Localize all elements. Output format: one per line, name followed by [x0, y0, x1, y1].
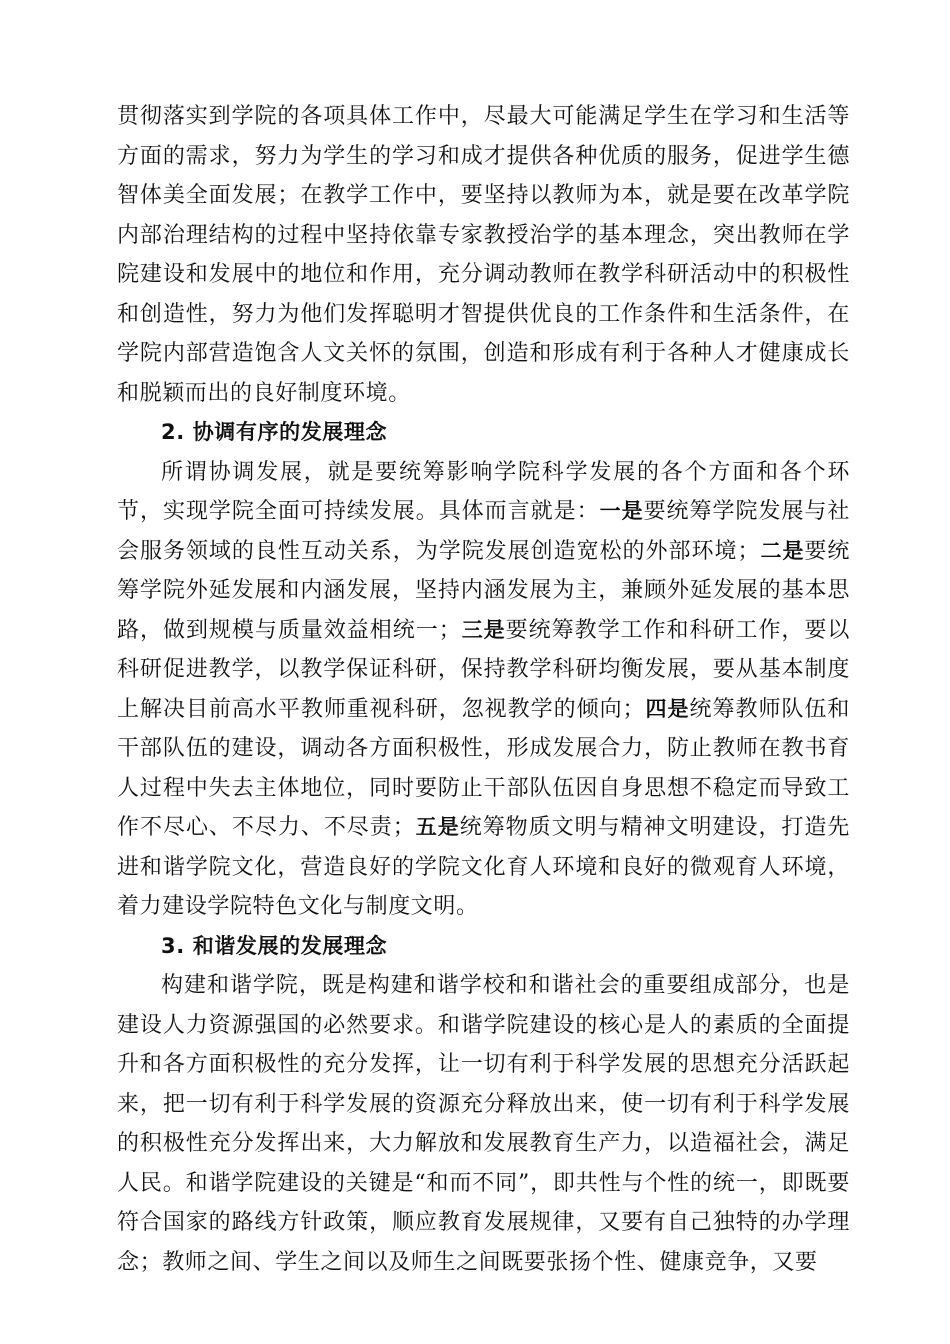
- point-third-text: 要统筹教学工作和科研工作，要以科研促进教学，以教学保证科研，保持教学科研均衡发展，要从基本制度上解决目前高水平教师重视科研，忽视教学的倾向；: [117, 617, 850, 722]
- point-second-text: 要统筹学院外延发展和内涵发展，坚持内涵发展为主，兼顾外延发展的基本思路，做到规模与质量效益相统一；: [117, 538, 851, 643]
- paragraph-student-service: 贯彻落实到学院的各项具体工作中，尽最大可能满足学生在学习和生活等方面的需求，努力为学生的学习和成才提供各种优质的服务，促进学生德智体美全面发展；在教学工作中，要坚持以教师为本，就是要在改革学院内部治理结构的过程中坚持依靠专家教授治学的基本理念，突出教师在学院建设和发展中的地位和作用，充分调动教师在教学科研活动中的积极性和创造性，努力为他们发挥聪明才智提供优良的工作条件和生活条件，在学院内部营造饱含人文关怀的氛围，创造和形成有利于各种人才健康成长和脱颖而出的良好制度环境。: [117, 104, 850, 406]
- keyword-fifth: 五是: [415, 815, 460, 839]
- paragraph-coordinated-development: [117, 453, 850, 927]
- keyword-first: 一是: [599, 499, 644, 523]
- section-heading-harmonious-development: 3. 和谐发展的发展理念: [161, 933, 388, 958]
- paragraph-harmonious-development: 构建和谐学院，既是构建和谐学校和和谐社会的重要组成部分，也是建设人力资源强国的必然要求。和谐学院建设的核心是人的素质的全面提升和各方面积极性的充分发挥，让一切有利于科学发展的思想充分活跃起来，把一切有利于科学发展的资源充分释放出来，使一切有利于科学发展的积极性充分发挥出来，大力解放和发展教育生产力，以造福社会，满足人民。和谐学院建设的关键是“和而不同”，即共性与个性的统一，即既要符合国家的路线方针政策，顺应教育发展规律，又要有自己独特的办学理念；教师之间、学生之间以及师生之间既要张扬个性、健康竞争，又要: [117, 973, 850, 1275]
- paragraph-intro: 所谓协调发展，就是要统筹影响学院科学发展的各个方面和各个环节，实现学院全面可持续发展。具体而言就是：: [117, 459, 850, 524]
- document-page: [117, 97, 850, 1282]
- point-first-text: 要统筹学院发展与社会服务领域的良性互动关系，为学院发展创造宽松的外部环境；: [117, 499, 851, 564]
- keyword-third: 三是: [461, 617, 506, 642]
- keyword-fourth: 四是: [645, 696, 690, 721]
- point-fourth-text: 统筹教师队伍和干部队伍的建设，调动各方面积极性，形成发展合力，防止教师在教书育人过程中失去主体地位，同时要防止干部队伍因自身思想不稳定而导致工作不尽心、不尽力、不尽责；: [117, 696, 850, 840]
- keyword-second: 二是: [760, 538, 805, 563]
- section-heading-coordinated-development: 2. 协调有序的发展理念: [161, 420, 388, 444]
- point-fifth-text: 统筹物质文明与精神文明建设，打造先进和谐学院文化，营造良好的学院文化育人环境和良好的微观育人环境，着力建设学院特色文化与制度文明。: [117, 815, 851, 919]
